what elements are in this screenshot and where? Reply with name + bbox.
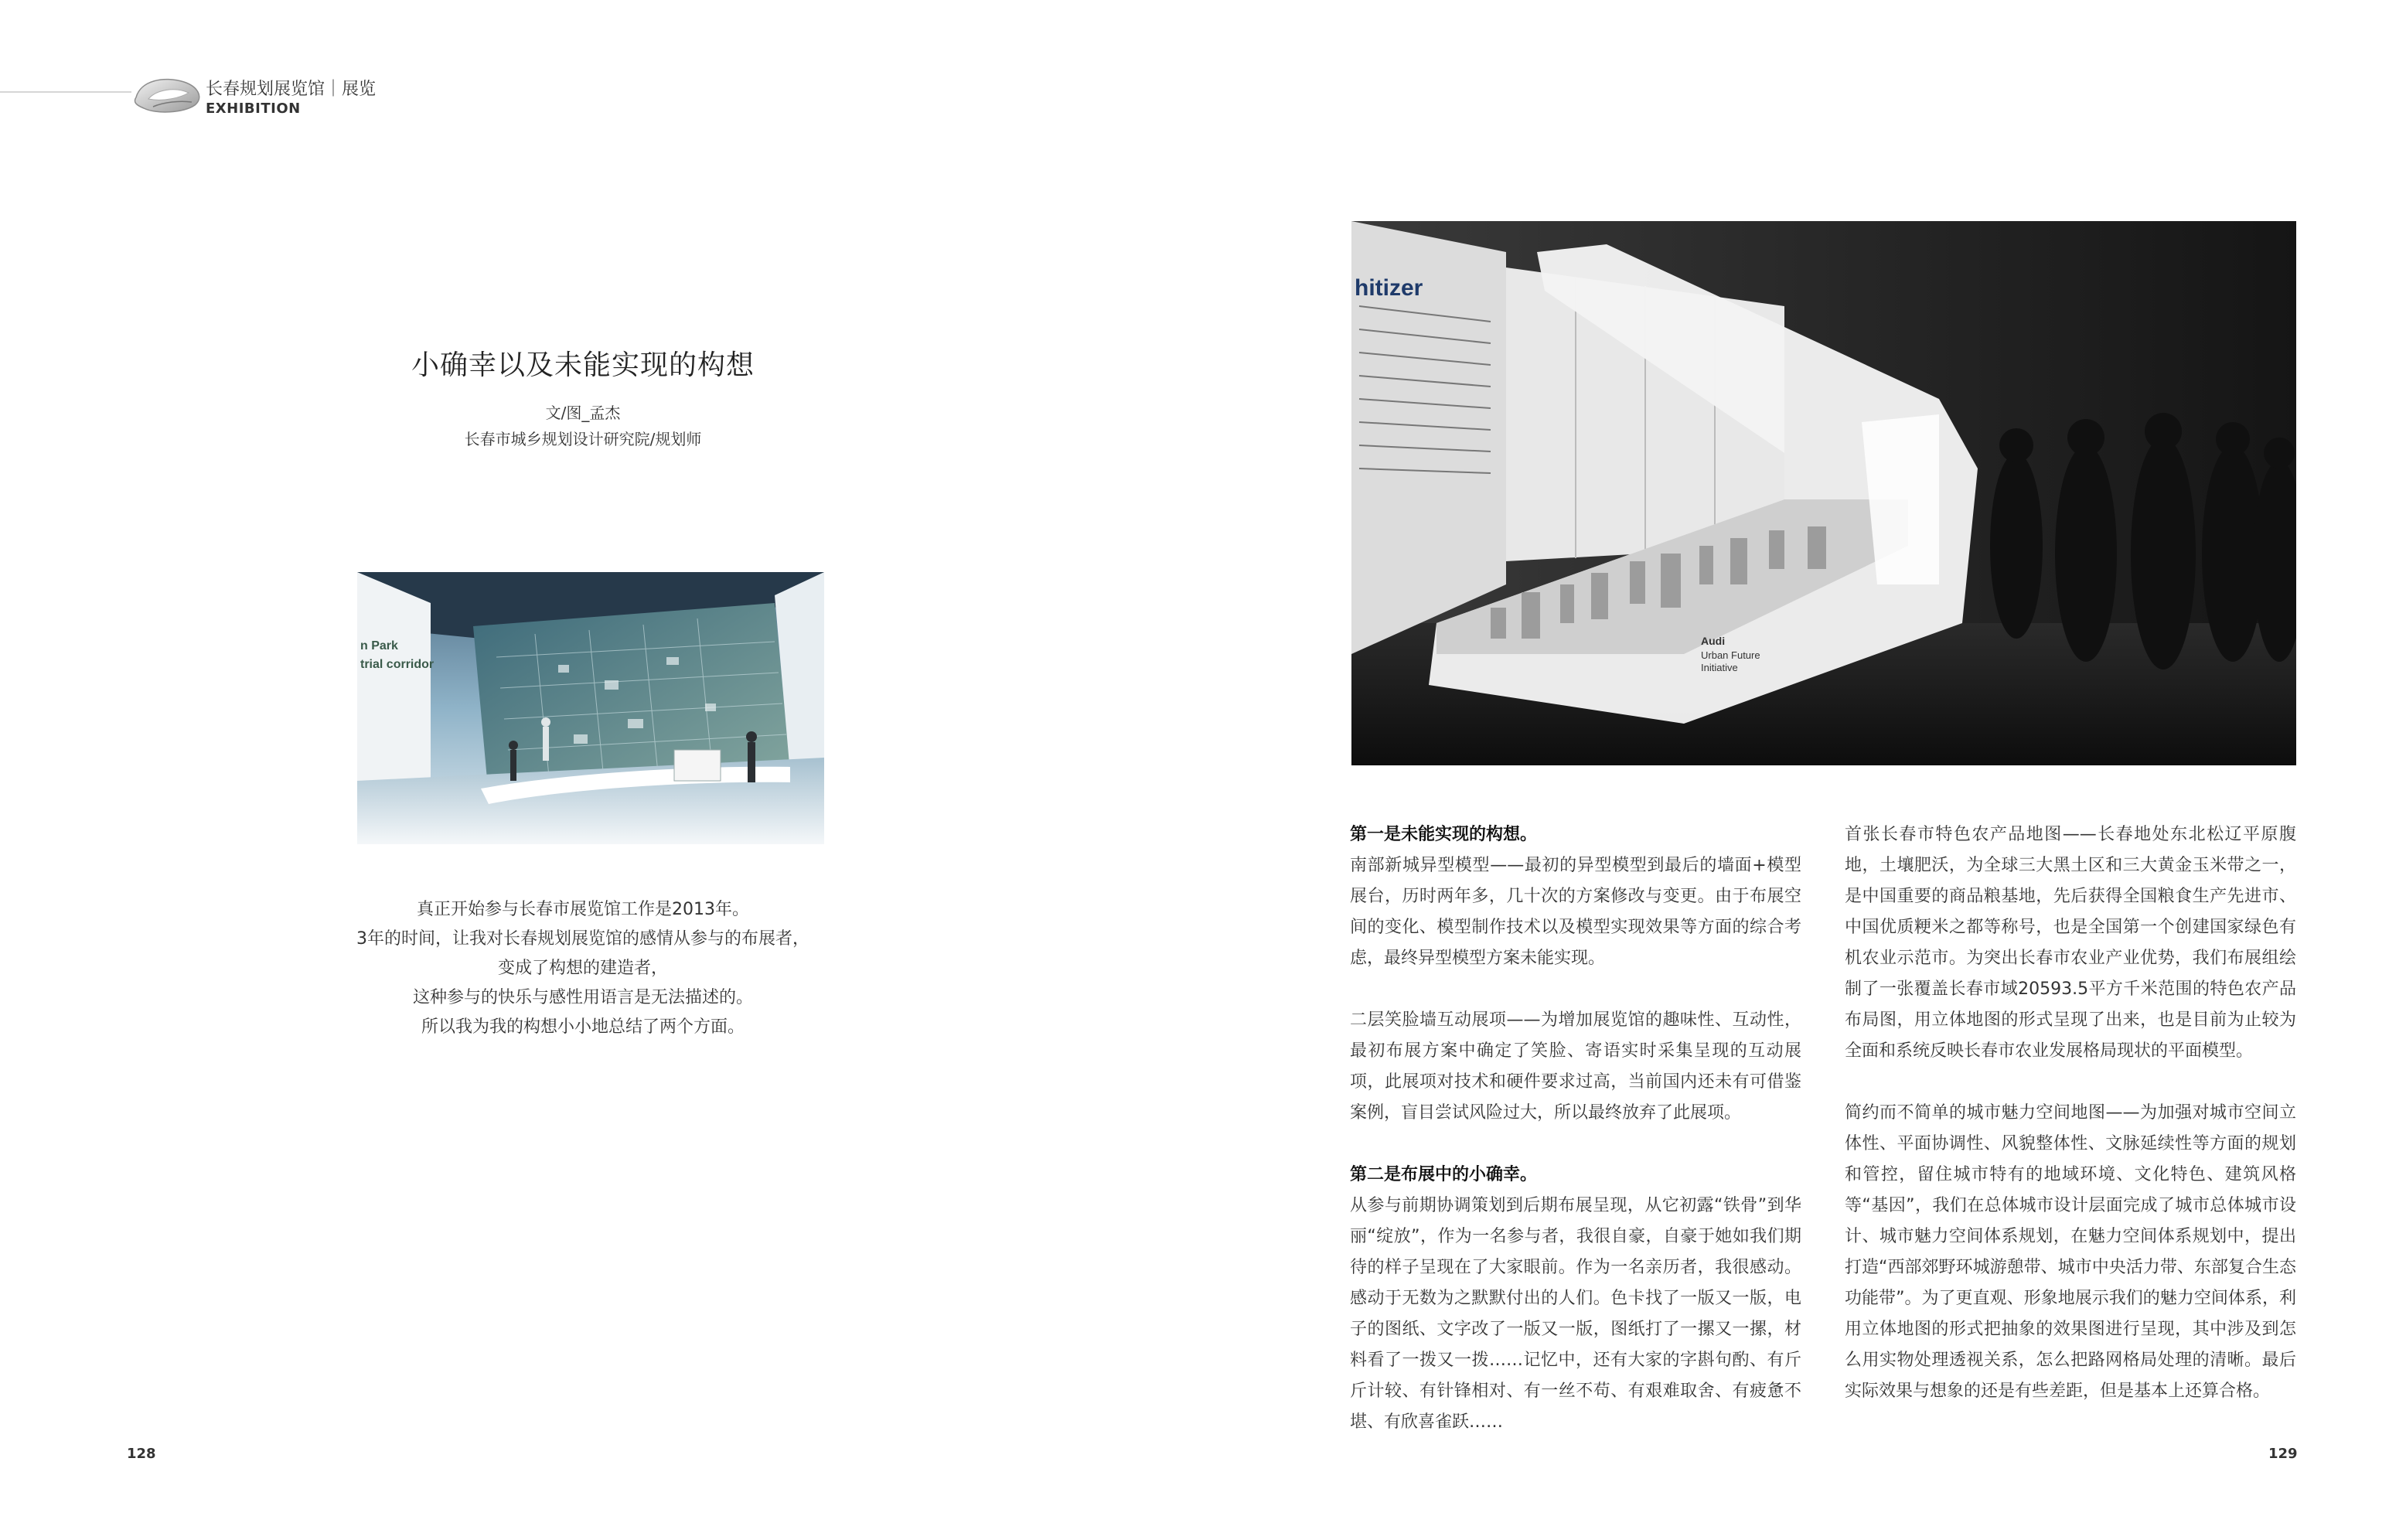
section-heading-small-happiness: 第二是布展中的小确幸。 (1350, 1165, 1538, 1184)
intro-line: 这种参与的快乐与感性用语言是无法描述的。 (412, 988, 753, 1007)
header-rule (0, 91, 131, 93)
smiley-wall-paragraph (1350, 1005, 1801, 1129)
intro-line: 3年的时间，让我对长春规划展览馆的感情从参与的布展者， (356, 929, 809, 949)
photo-model-label-urban: Urban Future (1701, 649, 1760, 661)
header-subtitle: EXHIBITION (206, 101, 301, 117)
page-number-right: 129 (2268, 1446, 2298, 1462)
paragraph-text: 南部新城异型模型——最初的异型模型到最后的墙面+模型展台，历时两年多，几十次的方案修改与变更。由于布展空间的变化、模型制作技术以及模型实现效果等方面的综合考虑，最终异型模型方案未能实现。 (1350, 856, 1801, 968)
exhibition-hall-rendering-image (357, 572, 824, 844)
photo-banner-text: hitizer (1355, 275, 1423, 301)
paragraph-text: 首张长春市特色农产品地图——长春地处东北松辽平原腹地，土壤肥沃，为全球三大黑土区和三大黄金玉米带之一，是中国重要的商品粮基地，先后获得全国粮食生产先进市、中国优质粳米之都等称号，也是全国第一个创建国家绿色有机农业示范市。为突出长春市农业产业优势，我们布展组绘制了一张覆盖长春市域20593.5平方千米范围的特色农产品布局图，用立体地图的形式呈现了出来，也是目前为止较为全面和系统反映长春市农业发展格局现状的平面模型。 (1845, 825, 2296, 1061)
article-byline: 文/图_孟杰 (545, 404, 621, 422)
render-sign-park: n Park (360, 639, 398, 652)
exhibit-model-photo (1351, 221, 2296, 765)
render-sign-corridor: trial corridor (360, 658, 435, 671)
header-title: 长春规划展览馆｜展览 (206, 80, 377, 99)
charm-space-map-paragraph (1845, 1098, 2296, 1407)
photo-model-label-audi: Audi (1701, 635, 1726, 647)
author-affiliation: 长春市城乡规划设计研究院/规划师 (464, 430, 702, 448)
intro-line: 所以我为我的构想小小地总结了两个方面。 (421, 1017, 745, 1037)
section-one-paragraph (1350, 819, 1801, 974)
article-title: 小确幸以及未能实现的构想 (411, 349, 755, 381)
intro-line: 真正开始参与长春市展览馆工作是2013年。 (417, 900, 749, 919)
paragraph-text: 简约而不简单的城市魅力空间地图——为加强对城市空间立体性、平面协调性、风貌整体性、文脉延续性等方面的规划和管控，留住城市特有的地域环境、文化特色、建筑风格等“基因”，我们在总体城市设计层面完成了城市总体城市设计、城市魅力空间体系规划，在魅力空间体系规划中，提出打造“西部郊野环城游憩带、城市中央活力带、东部复合生态功能带”。为了更直观、形象地展示我们的魅力空间体系，利用立体地图的形式把抽象的效果图进行呈现，其中涉及到怎么用实物处理透视关系，怎么把路网格局处理的清晰。最后实际效果与想象的还是有些差距，但是基本上还算合格。 (1845, 1103, 2296, 1401)
intro-line: 变成了构想的建造者， (497, 959, 668, 978)
photo-model-label-initiative: Initiative (1701, 662, 1738, 673)
section-heading-unrealized: 第一是未能实现的构想。 (1350, 825, 1538, 844)
paragraph-text: 从参与前期协调策划到后期布展呈现，从它初露“铁骨”到华丽“绽放”，作为一名参与者，我很自豪，自豪于她如我们期待的样子呈现在了大家眼前。作为一名亲历者，我很感动。感动于无数为之默默付出的人们。色卡找了一版又一版，电子的图纸、文字改了一版又一版，图纸打了一摞又一摞，材料看了一拨又一拨……记忆中，还有大家的字斟句酌、有斤斤计较、有针锋相对、有一丝不苟、有艰难取舍、有疲惫不堪、有欣喜雀跃…… (1350, 1196, 1801, 1432)
section-two-paragraph (1350, 1160, 1801, 1438)
agri-map-paragraph (1845, 819, 2296, 1067)
intro-paragraph (294, 895, 872, 1042)
paragraph-text: 二层笑脸墙互动展项——为增加展览馆的趣味性、互动性，最初布展方案中确定了笑脸、寄语实时采集呈现的互动展项，此展项对技术和硬件要求过高，当前国内还未有可借鉴案例，盲目尝试风险过大，所以最终放弃了此展项。 (1350, 1010, 1801, 1123)
text-column-left (1350, 819, 1801, 1469)
museum-logo-icon (130, 71, 207, 118)
page-number-left: 128 (127, 1446, 156, 1462)
text-column-right (1845, 819, 2296, 1438)
